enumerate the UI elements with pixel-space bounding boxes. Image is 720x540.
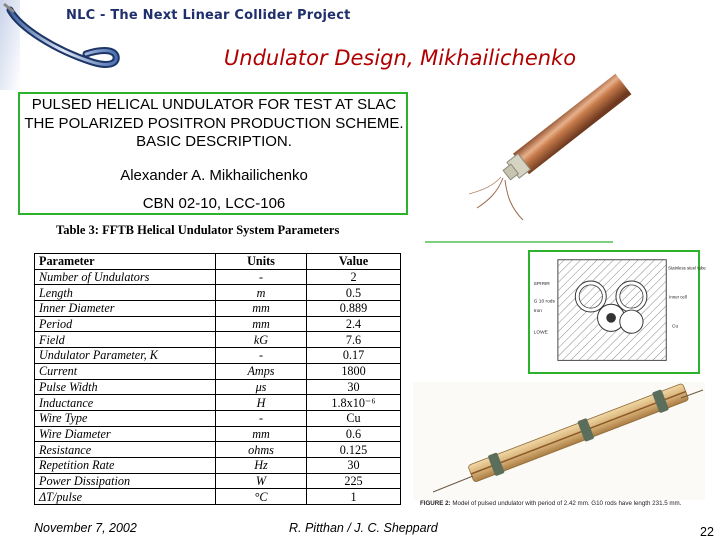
units-cell: H <box>216 395 307 411</box>
parameter-cell: Wire Type <box>35 410 216 426</box>
diagram-label: LOWE <box>533 330 548 336</box>
units-cell: m <box>216 285 307 301</box>
table-row <box>35 442 401 458</box>
value-cell: 1 <box>307 489 401 505</box>
table-row <box>35 285 401 301</box>
units-cell: Amps <box>216 363 307 379</box>
units-cell: - <box>216 348 307 364</box>
figure-caption <box>420 500 710 507</box>
table-row <box>35 410 401 426</box>
parameter-cell: Wire Diameter <box>35 426 216 442</box>
table-row <box>35 473 401 489</box>
project-header: NLC - The Next Linear Collider Project <box>66 8 351 23</box>
column-header-units: Units <box>216 254 307 270</box>
table-row <box>35 269 401 285</box>
parameter-cell: Resistance <box>35 442 216 458</box>
value-cell: 0.6 <box>307 426 401 442</box>
parameters-table <box>34 253 401 505</box>
units-cell: μs <box>216 379 307 395</box>
parameter-cell: Field <box>35 332 216 348</box>
value-cell: 7.6 <box>307 332 401 348</box>
paper-author: Alexander A. Mikhailichenko <box>120 167 308 184</box>
units-cell: Hz <box>216 457 307 473</box>
table-row <box>35 457 401 473</box>
table-row <box>35 316 401 332</box>
undulator-tube-photo <box>425 108 613 243</box>
parameter-cell: Repetition Rate <box>35 457 216 473</box>
parameter-cell: Number of Undulators <box>35 269 216 285</box>
table-row <box>35 395 401 411</box>
parameter-cell: Inner Diameter <box>35 301 216 317</box>
value-cell: 30 <box>307 379 401 395</box>
figure-caption-text: Model of pulsed undulator with period of 2.42 mm. G10 rods have length 231.5 mm. <box>452 500 682 507</box>
diagram-label: SPIRIR <box>533 281 550 287</box>
diagram-label: Inner cell <box>669 294 687 300</box>
diagram-label: Cu <box>672 324 679 330</box>
table-row <box>35 379 401 395</box>
slide-title: Undulator Design, Mikhailichenko <box>223 46 577 70</box>
diagram-label: Iron <box>533 309 543 314</box>
table-row <box>35 348 401 364</box>
value-cell: 0.17 <box>307 348 401 364</box>
table-row <box>35 301 401 317</box>
value-cell: 225 <box>307 473 401 489</box>
figure-caption-label: FIGURE 2: <box>420 500 451 507</box>
table-row <box>35 489 401 505</box>
units-cell: mm <box>216 316 307 332</box>
value-cell: 2.4 <box>307 316 401 332</box>
value-cell: Cu <box>307 410 401 426</box>
page-number: 22 <box>700 525 714 539</box>
table-body <box>35 269 401 504</box>
table-row <box>35 363 401 379</box>
undulator-model-photo <box>413 382 705 500</box>
units-cell: kG <box>216 332 307 348</box>
column-header-parameter: Parameter <box>35 254 216 270</box>
table-row <box>35 426 401 442</box>
value-cell: 0.5 <box>307 285 401 301</box>
paper-reference: CBN 02-10, LCC-106 <box>142 195 286 212</box>
units-cell: - <box>216 410 307 426</box>
value-cell: 0.125 <box>307 442 401 458</box>
parameter-cell: Period <box>35 316 216 332</box>
units-cell: °C <box>216 489 307 505</box>
table-header-row <box>35 254 401 270</box>
units-cell: ohms <box>216 442 307 458</box>
value-cell: 1800 <box>307 363 401 379</box>
diagram-label: G 10 rods <box>533 299 555 305</box>
table-row <box>35 332 401 348</box>
paper-title: PULSED HELICAL UNDULATOR FOR TEST AT SLAC THE POLARIZED POSITRON PRODUCTION SCHEME. BASIC DESCRIPTION. <box>24 96 404 150</box>
value-cell: 1.8x10⁻⁶ <box>307 395 401 411</box>
parameter-cell: Length <box>35 285 216 301</box>
footer-authors: R. Pitthan / J. C. Sheppard <box>289 521 438 535</box>
diagram-label: Stainless steel tube <box>668 265 706 271</box>
units-cell: mm <box>216 301 307 317</box>
parameter-cell: ΔT/pulse <box>35 489 216 505</box>
units-cell: W <box>216 473 307 489</box>
parameter-cell: Current <box>35 363 216 379</box>
parameter-cell: Undulator Parameter, K <box>35 348 216 364</box>
footer-date: November 7, 2002 <box>34 521 137 535</box>
units-cell: - <box>216 269 307 285</box>
parameter-cell: Pulse Width <box>35 379 216 395</box>
value-cell: 0.889 <box>307 301 401 317</box>
column-header-value: Value <box>307 254 401 270</box>
units-cell: mm <box>216 426 307 442</box>
value-cell: 2 <box>307 269 401 285</box>
value-cell: 30 <box>307 457 401 473</box>
parameter-cell: Inductance <box>35 395 216 411</box>
table-caption: Table 3: FFTB Helical Undulator System Parameters <box>56 223 340 237</box>
parameter-cell: Power Dissipation <box>35 473 216 489</box>
undulator-cross-section-diagram <box>528 250 706 374</box>
